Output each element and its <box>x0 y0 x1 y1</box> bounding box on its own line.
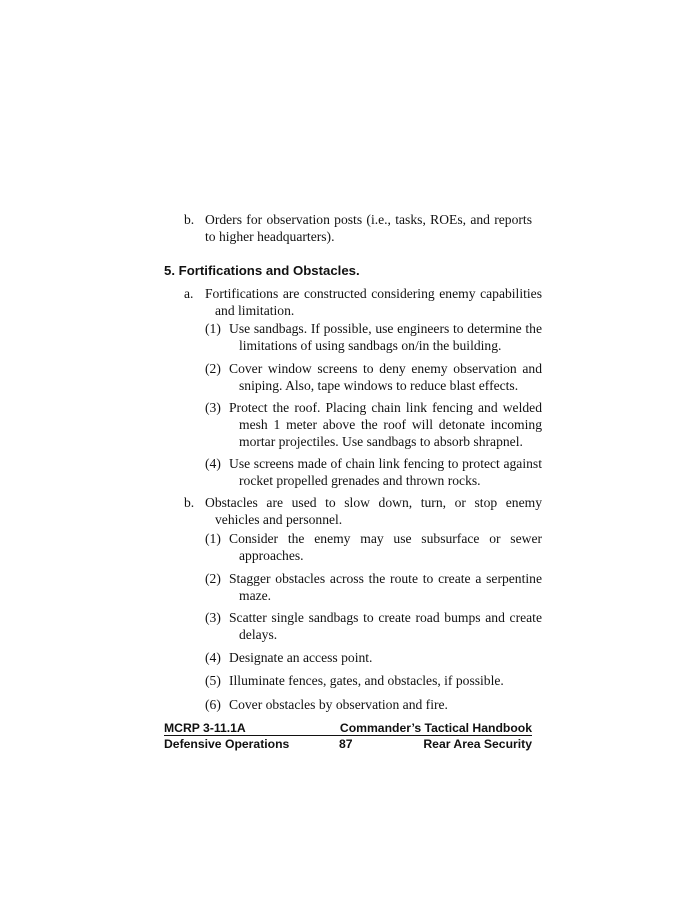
item-b-6-marker: (6) <box>205 697 221 712</box>
item-a-2-marker: (2) <box>205 361 221 376</box>
item-a-4-text: Use screens made of chain link fencing to protect against rocket propelled grenades and thrown rocks. <box>229 456 542 488</box>
footer-publication: MCRP 3-11.1A <box>164 721 246 735</box>
footer-chapter: Defensive Operations <box>164 737 290 751</box>
item-a-3-text: Protect the roof. Placing chain link fencing and welded mesh 1 meter above the roof will detonate incoming mortar projectiles. Use sandbags to absorb shrapnel. <box>229 400 542 449</box>
item-b-3-marker: (3) <box>205 610 221 625</box>
item-b-2-marker: (2) <box>205 571 221 586</box>
item-b-4-marker: (4) <box>205 650 221 665</box>
item-a-1-text: Use sandbags. If possible, use engineers to determine the limitations of using sandbags on/in the building. <box>229 321 542 353</box>
item-a-4-marker: (4) <box>205 456 221 471</box>
item-b-top-marker: b. <box>184 212 195 227</box>
item-b-marker: b. <box>184 495 195 510</box>
item-b-1-marker: (1) <box>205 531 221 546</box>
item-a-1-marker: (1) <box>205 321 221 336</box>
item-b-1-text: Consider the enemy may use subsurface or sewer approaches. <box>229 531 542 563</box>
item-a-marker: a. <box>184 286 194 301</box>
footer-handbook-title: Commander’s Tactical Handbook <box>339 721 532 735</box>
item-b-5-text: Illuminate fences, gates, and obstacles, if possible. <box>229 673 504 688</box>
section-heading: 5. Fortifications and Obstacles. <box>164 263 360 278</box>
item-a-text: Fortifications are constructed considering enemy capabilities and limitation. <box>205 286 542 318</box>
item-a-3-marker: (3) <box>205 400 221 415</box>
item-b-top-text <box>205 211 532 245</box>
item-b-4-text: Designate an access point. <box>229 650 373 665</box>
footer-divider <box>164 735 532 736</box>
item-b-top-text-content: Orders for observation posts (i.e., tasks, ROEs, and reports to higher headquarters). <box>205 212 532 244</box>
item-b-6-text: Cover obstacles by observation and fire. <box>229 697 448 712</box>
footer-section: Rear Area Security <box>423 737 532 751</box>
item-a-2-text: Cover window screens to deny enemy observation and sniping. Also, tape windows to reduce blast effects. <box>229 361 542 393</box>
item-b-2-text: Stagger obstacles across the route to create a serpentine maze. <box>229 571 542 603</box>
footer-page-number: 87 <box>339 737 353 751</box>
item-b-3-text: Scatter single sandbags to create road bumps and create delays. <box>229 610 542 642</box>
item-b-5-marker: (5) <box>205 673 221 688</box>
item-b-text: Obstacles are used to slow down, turn, or stop enemy vehicles and personnel. <box>205 495 542 527</box>
